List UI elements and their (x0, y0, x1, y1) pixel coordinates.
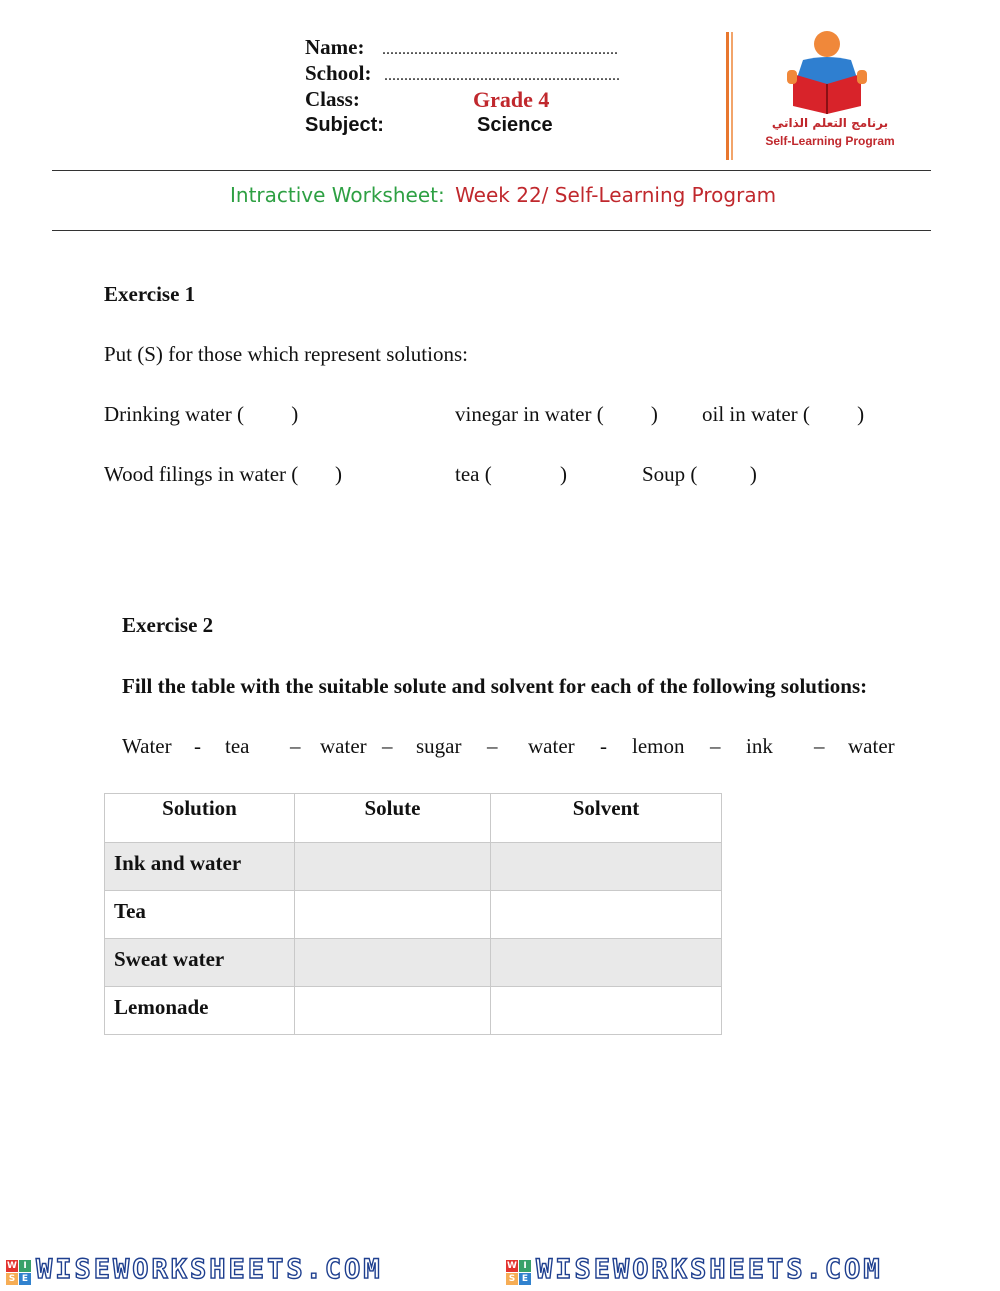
banner-part2: Week 22/ Self-Learning Program (455, 183, 777, 207)
word-bank-sep: - (600, 734, 607, 758)
bottom-rule (52, 230, 931, 231)
word-bank-item: ink (746, 734, 773, 758)
solutions-table (104, 793, 722, 1035)
word-bank-item: water (320, 734, 367, 758)
item-vinegar[interactable]: vinegar in water ( ) (455, 402, 658, 426)
header-solution: Solution (105, 794, 295, 843)
exercise1-instruction: Put (S) for those which represent solutions: (104, 342, 468, 366)
school-field[interactable]: ........................................................... (384, 67, 620, 84)
solute-cell[interactable] (295, 987, 491, 1035)
header-solute: Solute (295, 794, 491, 843)
word-bank-item: water (848, 734, 895, 758)
solute-cell[interactable] (295, 843, 491, 891)
item-drinking-water[interactable]: Drinking water ( ) (104, 402, 299, 426)
watermark-text: WISEWORKSHEETS.COM (36, 1254, 383, 1285)
watermark-text: WISEWORKSHEETS.COM (536, 1254, 883, 1285)
header-divider-light (731, 32, 733, 160)
solvent-cell[interactable] (491, 891, 722, 939)
row-solution: Sweat water (105, 939, 295, 987)
solute-cell[interactable] (295, 939, 491, 987)
class-value: Grade 4 (473, 87, 550, 112)
name-field[interactable]: ........................................................... (382, 41, 618, 58)
solute-cell[interactable] (295, 891, 491, 939)
exercise1-title: Exercise 1 (104, 282, 196, 306)
reader-icon (755, 26, 905, 116)
header-solvent: Solvent (491, 794, 722, 843)
logo-english-text: Self-Learning Program (765, 134, 895, 148)
word-bank (0, 734, 1000, 764)
word-bank-sep: – (814, 734, 825, 758)
class-label: Class: (305, 87, 360, 111)
solvent-cell[interactable] (491, 843, 722, 891)
word-bank-item: lemon (632, 734, 685, 758)
self-learning-logo (755, 26, 905, 156)
row-solution: Lemonade (105, 987, 295, 1035)
name-label: Name: (305, 35, 365, 59)
table-header-row (105, 794, 722, 843)
school-label: School: (305, 61, 372, 85)
logo-arabic-text: برنامج التعلم الذاتي (771, 116, 889, 130)
exercise2-title: Exercise 2 (122, 613, 214, 637)
table-row (105, 987, 722, 1035)
word-bank-item: Water (122, 734, 172, 758)
item-tea[interactable]: tea ( ) (455, 462, 567, 486)
table-row (105, 891, 722, 939)
word-bank-sep: - (194, 734, 201, 758)
item-oil[interactable]: oil in water ( ) (702, 402, 865, 426)
top-rule (52, 170, 931, 171)
word-bank-sep: – (290, 734, 301, 758)
worksheet-banner (230, 183, 776, 207)
row-solution: Ink and water (105, 843, 295, 891)
word-bank-item: tea (225, 734, 250, 758)
wise-logo-icon: W I S E (506, 1260, 532, 1286)
banner-part1: Intractive Worksheet: (230, 183, 445, 207)
word-bank-item: sugar (416, 734, 462, 758)
word-bank-sep: – (382, 734, 393, 758)
word-bank-sep: – (710, 734, 721, 758)
solvent-cell[interactable] (491, 939, 722, 987)
table-row (105, 939, 722, 987)
header-divider (726, 32, 729, 160)
wise-logo-icon: W I S E (6, 1260, 32, 1286)
word-bank-item: water (528, 734, 575, 758)
row-solution: Tea (105, 891, 295, 939)
item-soup[interactable]: Soup ( ) (642, 462, 757, 486)
subject-label: Subject: (305, 114, 384, 136)
subject-value: Science (477, 114, 553, 136)
table-row (105, 843, 722, 891)
solvent-cell[interactable] (491, 987, 722, 1035)
item-wood-filings[interactable]: Wood filings in water ( ) (104, 462, 343, 486)
word-bank-sep: – (487, 734, 498, 758)
watermark-footer (0, 1252, 1000, 1291)
exercise2-instruction: Fill the table with the suitable solute and solvent for each of the following solutions: (122, 674, 868, 698)
